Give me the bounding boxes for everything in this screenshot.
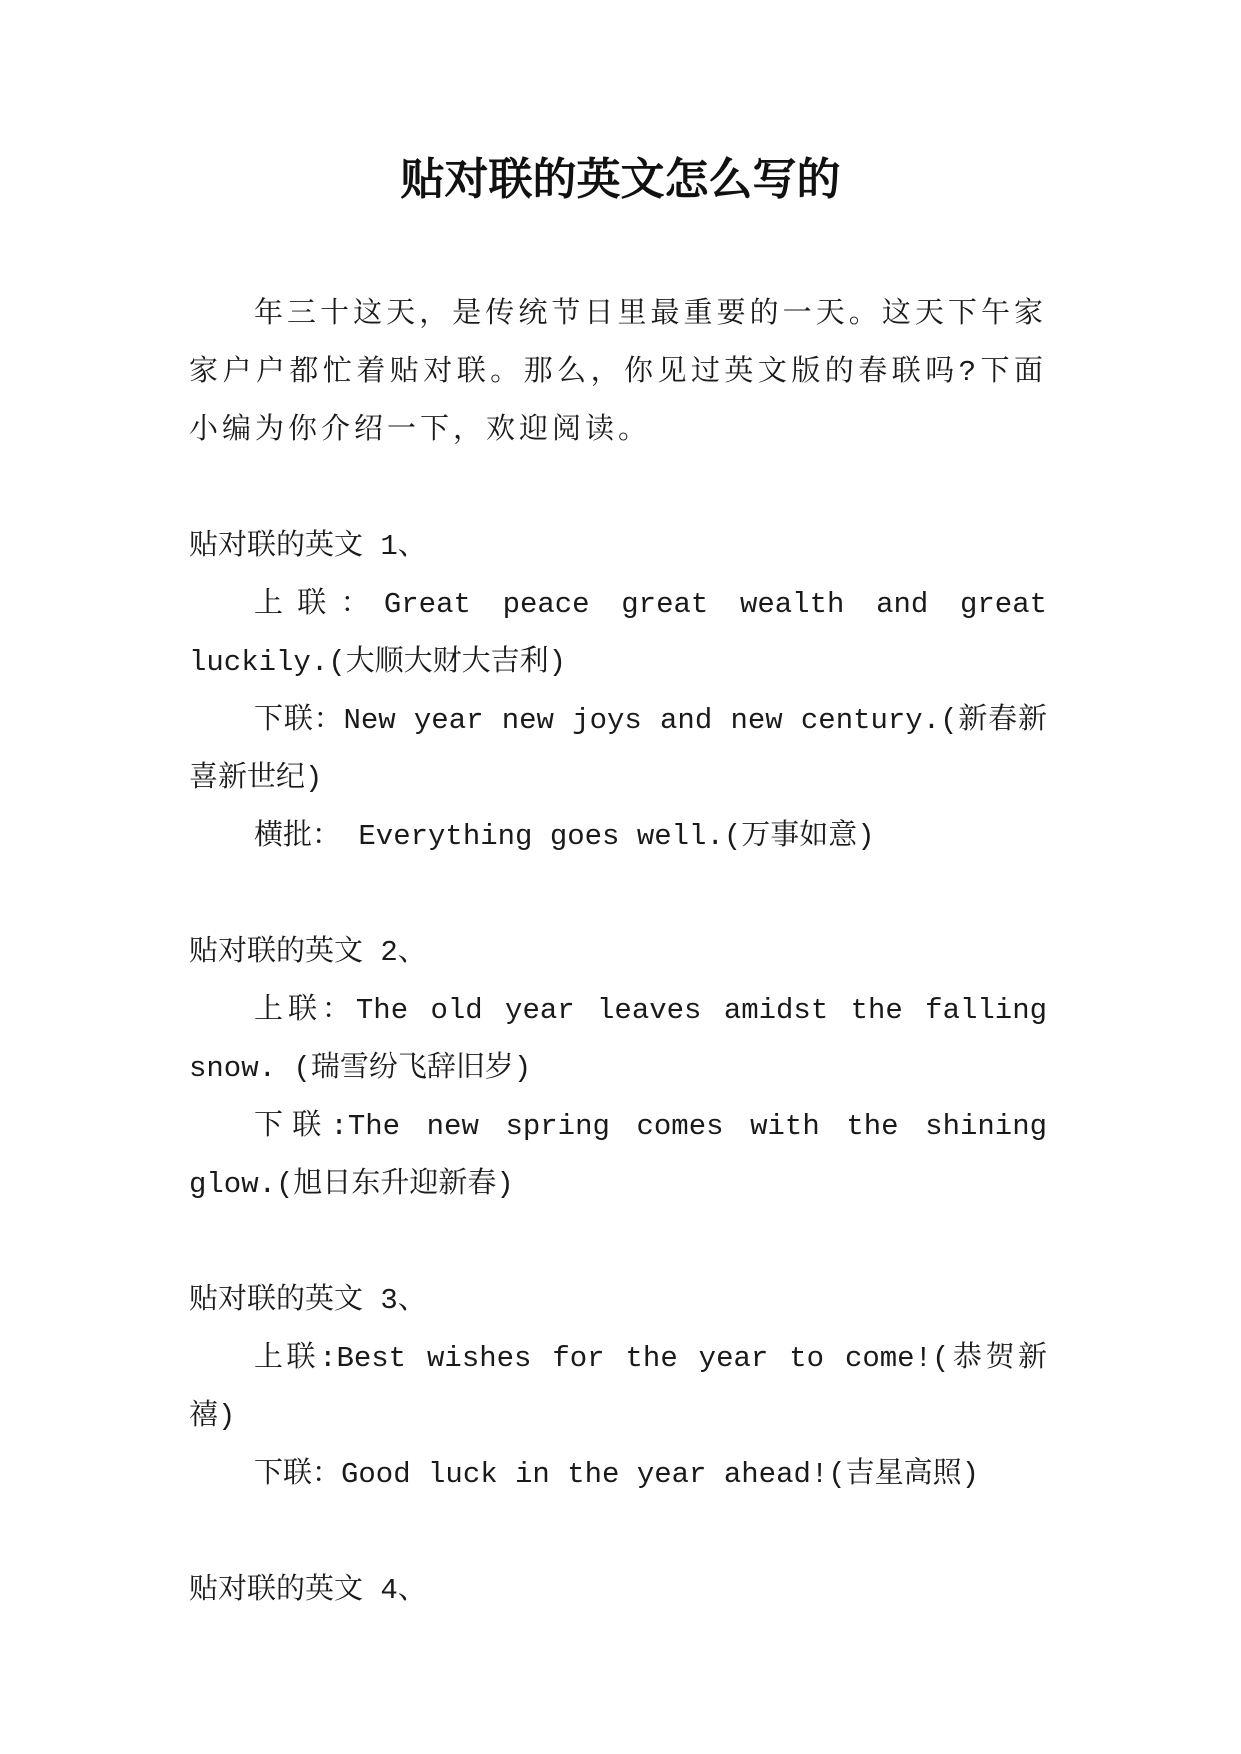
- section-heading: 贴对联的英文 3、: [189, 1284, 427, 1317]
- upper-couplet-line: 上联：Great peace great wealth and great luckily.(大顺大财大吉利): [189, 588, 1047, 679]
- lower-couplet-line: 下联：Good luck in the year ahead!(吉星高照): [254, 1458, 980, 1491]
- horizontal-scroll-line: 横批： Everything goes well.(万事如意): [254, 820, 875, 853]
- lower-couplet-line: 下联:The new spring comes with the shining glow.(旭日东升迎新春): [189, 1110, 1047, 1201]
- intro-paragraph: 年三十这天，是传统节日里最重要的一天。这天下午家家户户都忙着贴对联。那么，你见过英文版的春联吗?下面小编为你介绍一下，欢迎阅读。: [189, 298, 1047, 447]
- upper-couplet-line: 上联：The old year leaves amidst the falling snow. (瑞雪纷飞辞旧岁): [189, 994, 1047, 1085]
- section-3: [189, 1272, 1047, 1504]
- document-title: 贴对联的英文怎么写的: [400, 154, 841, 205]
- section-1: [189, 518, 1047, 866]
- section-4: [189, 1562, 1047, 1620]
- upper-couplet-line: 上联:Best wishes for the year to come!(恭贺新禧): [189, 1342, 1047, 1433]
- document-body: [189, 286, 1047, 1620]
- lower-couplet-line: 下联：New year new joys and new century.(新春新喜新世纪): [189, 704, 1047, 795]
- section-heading: 贴对联的英文 2、: [189, 936, 427, 969]
- section-2: [189, 924, 1047, 1214]
- section-heading: 贴对联的英文 4、: [189, 1574, 427, 1607]
- section-heading: 贴对联的英文 1、: [189, 530, 427, 563]
